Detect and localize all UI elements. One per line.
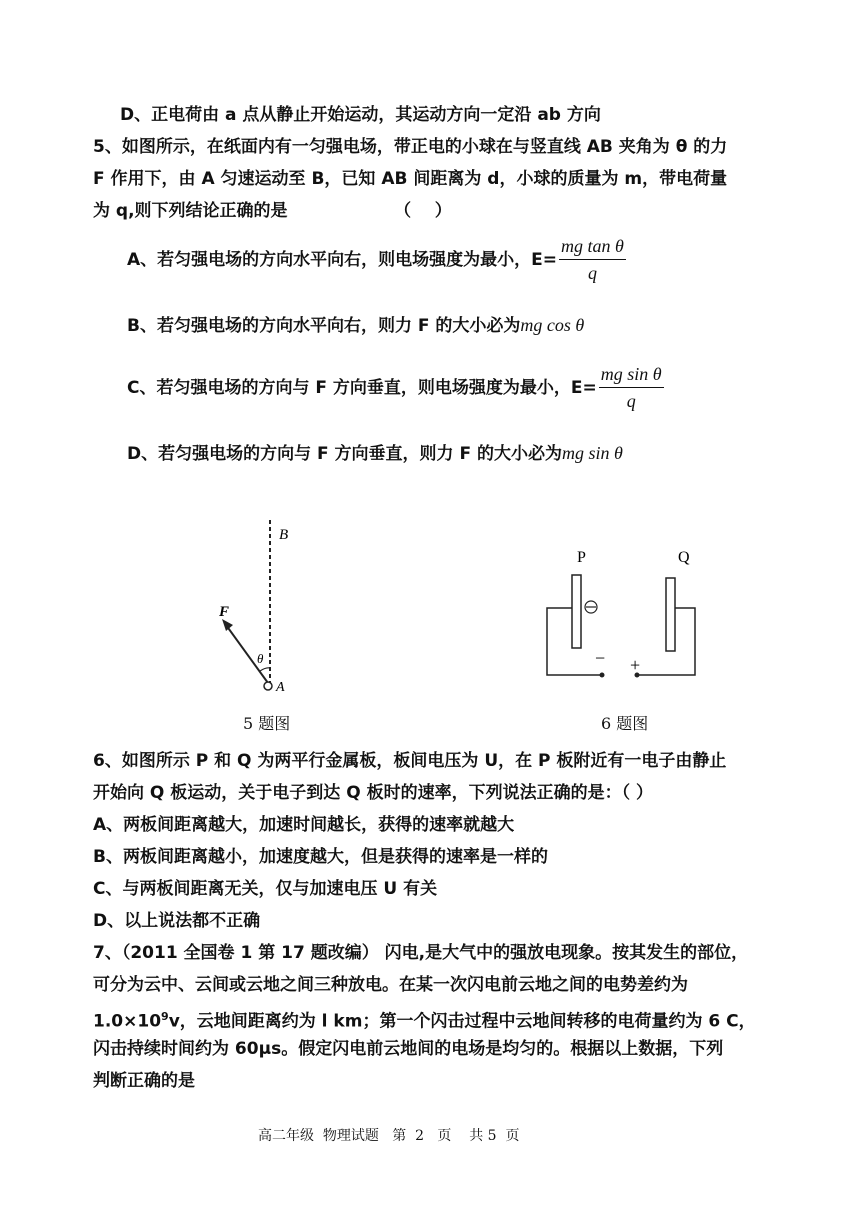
label-plus: +	[630, 655, 641, 675]
label-f: F	[219, 604, 230, 620]
q5-option-c-numerator: mg sin θ	[599, 364, 664, 388]
q6-stem-line-2: 开始向 Q 板运动，关于电子到达 Q 板时的速率，下列说法正确的是：（ ）	[93, 783, 653, 803]
label-a: A	[276, 680, 285, 695]
q5-option-a-numerator: mg tan θ	[559, 236, 626, 260]
q5-option-c-text: C、若匀强电场的方向与 F 方向垂直，则电场强度为最小，E=	[127, 377, 597, 398]
label-theta: θ	[257, 651, 264, 666]
label-p: P	[577, 549, 586, 566]
figure-5-force-diagram	[200, 515, 310, 700]
q7-line-3-exponent: 9	[161, 1010, 169, 1023]
label-q: Q	[678, 549, 690, 566]
q5-option-d-formula: mg sin θ	[562, 443, 623, 463]
q5-stem-line-2: F 作用下，由 A 匀速运动至 B，已知 AB 间距离为 d，小球的质量为 m，带电荷量	[93, 169, 728, 189]
q5-option-b	[127, 313, 584, 338]
q7-line-1: 7、（2011 全国卷 1 第 17 题改编） 闪电,是大气中的强放电现象。按其发生的部位，	[93, 943, 749, 963]
q6-option-a: A、两板间距离越大，加速时间越长，获得的速率就越大	[93, 815, 515, 835]
q5-option-a-denominator: q	[587, 263, 597, 283]
q6-option-c: C、与两板间距离无关，仅与加速电压 U 有关	[93, 879, 438, 899]
charged-ball-a	[264, 682, 272, 690]
figure-6-caption: 6 题图	[601, 714, 649, 733]
q5-option-d-text: D、若匀强电场的方向与 F 方向垂直，则力 F 的大小必为	[127, 444, 563, 464]
q7-line-3-rest: v，云地间距离约为 l km；第一个闪击过程中云地间转移的电荷量约为 6 C，	[168, 1011, 756, 1032]
q7-line-4: 闪击持续时间约为 60μs。假定闪电前云地间的电场是均匀的。根据以上数据，下列	[93, 1039, 724, 1059]
q5-option-b-formula: mg cos θ	[520, 315, 585, 335]
q7-line-3-value: 1.0×10	[93, 1011, 162, 1032]
q7-line-5: 判断正确的是	[93, 1071, 195, 1091]
q6-option-b: B、两板间距离越小，加速度越大，但是获得的速率是一样的	[93, 847, 548, 867]
terminal-negative	[600, 673, 605, 678]
figure-6-parallel-plates	[540, 540, 710, 685]
q4-option-d: D、正电荷由 a 点从静止开始运动，其运动方向一定沿 ab 方向	[120, 105, 601, 125]
q6-stem-line-1: 6、如图所示 P 和 Q 为两平行金属板，板间电压为 U，在 P 板附近有一电子由静止	[93, 751, 727, 771]
q7-line-3	[93, 1005, 756, 1034]
q6-option-d: D、以上说法都不正确	[93, 911, 261, 931]
q5-option-c-denominator: q	[626, 391, 636, 411]
q5-option-d	[127, 441, 623, 466]
label-b: B	[279, 527, 289, 543]
figure-5-caption: 5 题图	[243, 714, 291, 733]
q5-option-c-fraction	[599, 364, 664, 411]
q5-option-a-fraction	[559, 236, 626, 283]
q7-line-2: 可分为云中、云间或云地之间三种放电。在某一次闪电前云地之间的电势差约为	[93, 975, 688, 995]
plate-q	[666, 578, 675, 651]
q5-stem-line-3: 为 q,则下列结论正确的是 （ ）	[93, 201, 452, 221]
q5-option-b-text: B、若匀强电场的方向水平向右，则力 F 的大小必为	[127, 316, 521, 336]
page-footer: 高二年级 物理试题 第 2 页 共 5 页	[258, 1128, 520, 1144]
q5-option-c	[127, 364, 664, 411]
label-minus: −	[595, 648, 606, 668]
q5-option-a	[127, 236, 626, 283]
q5-option-a-text: A、若匀强电场的方向水平向右，则电场强度为最小，E=	[127, 249, 558, 270]
plate-p	[572, 575, 581, 648]
theta-arc	[260, 668, 270, 671]
q5-stem-line-1: 5、如图所示，在纸面内有一匀强电场，带正电的小球在与竖直线 AB 夹角为 θ 的力	[93, 137, 728, 157]
force-arrow-head	[222, 619, 233, 631]
